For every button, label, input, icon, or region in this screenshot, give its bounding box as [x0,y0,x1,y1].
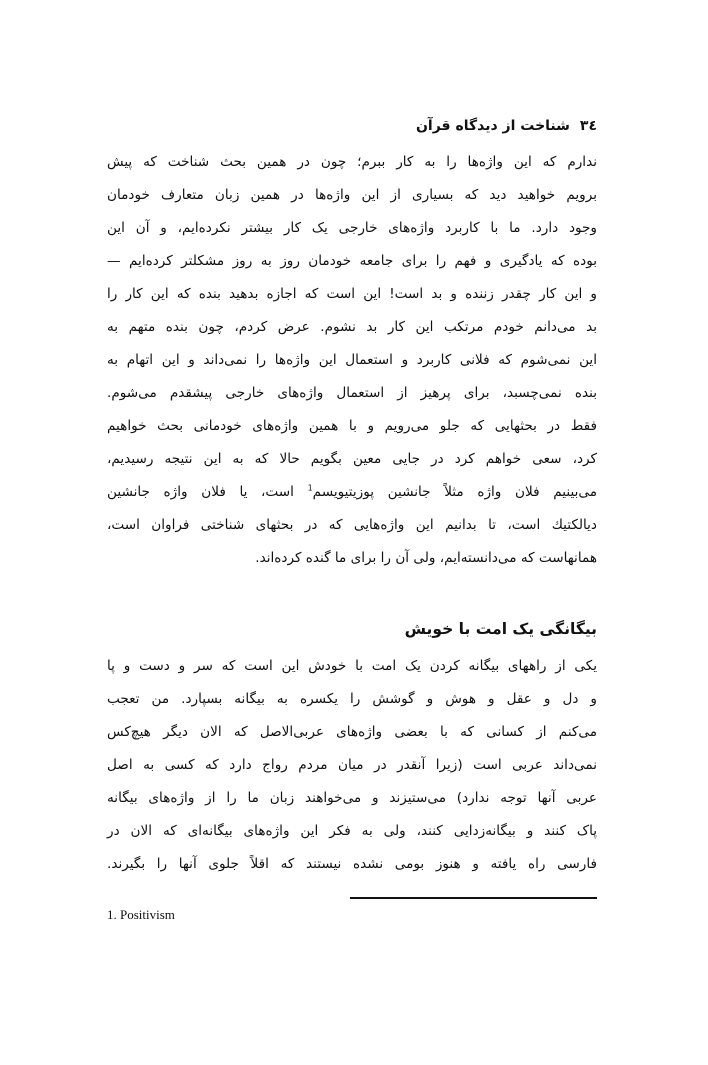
text-fragment: است، یا فلان واژه جانشین [107,484,308,500]
text-line: وجود دارد. ما با کاربرد واژه‌های خارجی یک کار بیشتر نکرده‌ایم، و آن این [107,220,597,236]
running-header [416,118,597,134]
text-line: می‌کنم از کسانی که با بعضی واژه‌های عربی‌الاصل که الان دیگر هیچ‌کس [107,724,597,740]
text-line: نمی‌داند عربی است (زیرا آنقدر در میان مردم رواج دارد که کسی به اصل [107,757,597,773]
text-line: همانهاست که می‌دانسته‌ایم، ولی آن را برای ما گنده کرده‌اند. [255,550,597,566]
text-line-with-footnote [107,476,597,509]
text-line: برویم خواهید دید که بسیاری از این واژه‌ها در همین زبان متعارف خودمان [107,187,597,203]
paragraph-1 [107,146,597,575]
text-line: بنده نمی‌چسبد، برای پرهیز از استعمال واژه‌های خارجی پیشقدم می‌شوم. [107,385,597,401]
text-line: بد می‌دانم خودم مرتکب این کار بد نشوم. عرض کردم، چون بنده متهم به [107,319,597,335]
text-line: پاک کنند و بیگانه‌زدایی کنند، ولی به فکر این واژه‌های بیگانه‌ای که الان در [107,823,597,839]
text-line: بوده که یادگیری و فهم را برای جامعه خودمان روز به روز مشکلتر کرده‌ایم — [107,253,597,269]
footnote-divider [350,897,597,899]
paragraph-2 [107,650,597,881]
page-number: ۳٤ [579,118,597,134]
text-line: و دل و عقل و هوش و گوشش را یکسره به بیگانه بسپارد. من تعجب [107,691,597,707]
text-line: یکی از راههای بیگانه کردن یک امت با خودش این است که سر و دست و پا [107,658,597,674]
footnote: 1. Positivism [107,907,175,922]
text-line: این نمی‌شوم که فلانی کاربرد و استعمال این واژه‌ها را نمی‌داند و این اتهام به [107,352,597,368]
footnote-marker[interactable]: 1 [307,483,313,493]
text-line: فقط در بحثهایی که جلو می‌رویم و با همین واژه‌های خودمانی بحث خواهیم [107,418,597,434]
text-line: فارسی راه یافته و هنوز بومی نشده نیستند که اقلاً جلوی آنها را بگیرند. [107,856,597,872]
text-fragment: می‌بینیم فلان واژه مثلاً جانشین پوزیتیویسم [312,484,597,500]
section-heading: بیگانگی یک امت با خویش [404,620,597,638]
text-line: و این کار چقدر زننده و بد است! این است که اجازه بدهید بنده که این کار را [107,286,597,302]
text-line: عربی آنها توجه ندارد) می‌ستیزند و می‌خواهند زبان ما را از واژه‌های بیگانه [107,790,597,806]
running-title: شناخت از دیدگاه قرآن [415,118,570,134]
text-line: ديالكتيك است، تا بدانیم این واژه‌هایی که در بحثهای شناختی فراوان است، [107,517,597,533]
text-line: کرد، سعی خواهم کرد در جایی معین بگویم حالا که به این نتیجه رسیدیم، [107,451,597,467]
text-line: ندارم که این واژه‌ها را به کار ببرم؛ چون در همین بحث شناخت که پیش [107,154,597,170]
